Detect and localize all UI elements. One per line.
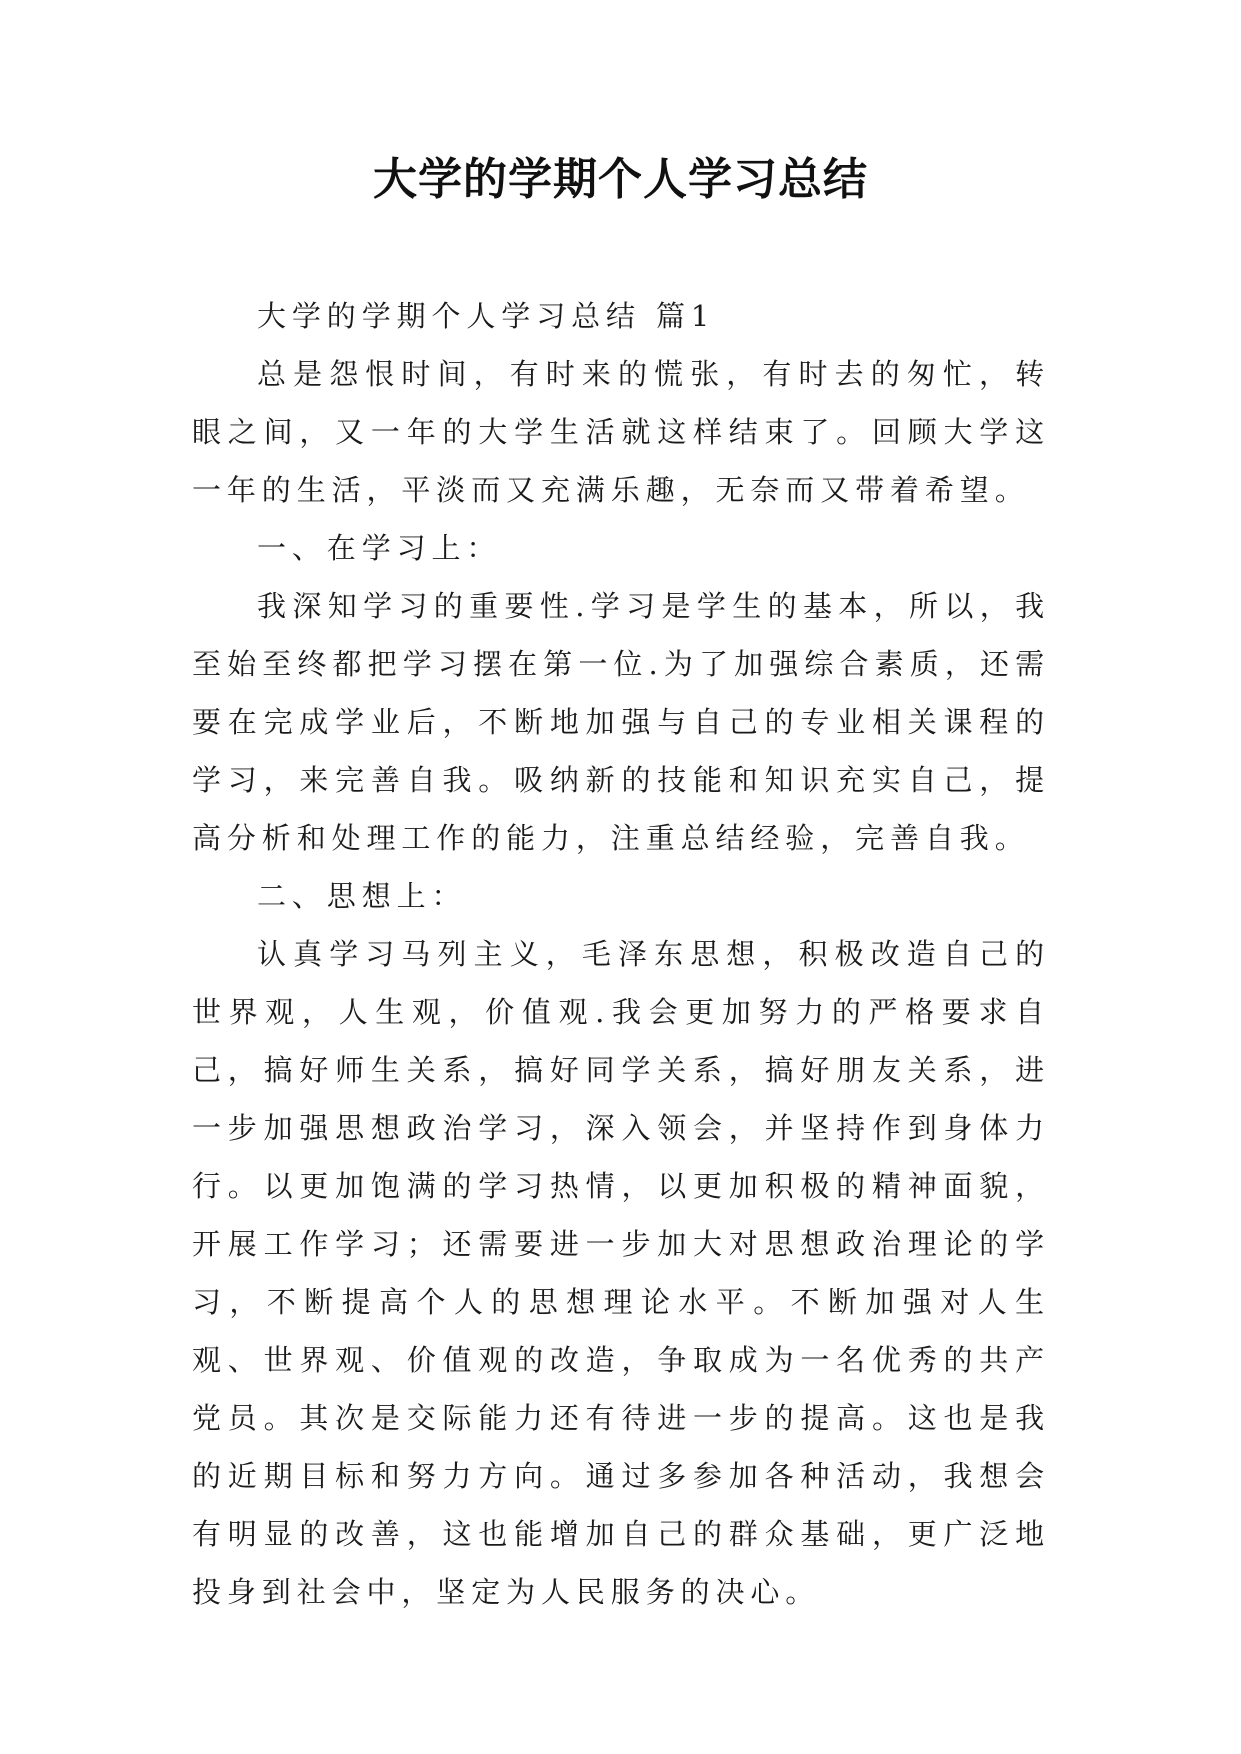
section-heading-study: 一、在学习上： [257, 531, 502, 565]
study-paragraph: 我深知学习的重要性.学习是学生的基本，所以，我至始至终都把学习摆在第一位.为了加强综合素质，还需要在完成学业后，不断地加强与自己的专业相关课程的学习，来完善自我。吸纳新的技能和知识充实自己，提高分析和处理工作的能力，注重总结经验，完善自我。 [192, 589, 1050, 855]
document-body [192, 287, 1050, 1621]
section-heading-thought: 二、思想上： [257, 879, 467, 913]
intro-paragraph: 总是怨恨时间，有时来的慌张，有时去的匆忙，转眼之间，又一年的大学生活就这样结束了。回顾大学这一年的生活，平淡而又充满乐趣，无奈而又带着希望。 [192, 357, 1050, 507]
thought-paragraph: 认真学习马列主义，毛泽东思想，积极改造自己的世界观，人生观，价值观.我会更加努力的严格要求自己，搞好师生关系，搞好同学关系，搞好朋友关系，进一步加强思想政治学习，深入领会，并坚持作到身体力行。以更加饱满的学习热情，以更加积极的精神面貌，开展工作学习；还需要进一步加大对思想政治理论的学习，不断提高个人的思想理论水平。不断加强对人生观、世界观、价值观的改造，争取成为一名优秀的共产党员。其次是交际能力还有待进一步的提高。这也是我的近期目标和努力方向。通过多参加各种活动，我想会有明显的改善，这也能增加自己的群众基础，更广泛地投身到社会中，坚定为人民服务的决心。 [192, 937, 1050, 1609]
section-heading-paragraph: 大学的学期个人学习总结 篇1 [257, 299, 716, 333]
document-title: 大学的学期个人学习总结 [373, 154, 868, 205]
